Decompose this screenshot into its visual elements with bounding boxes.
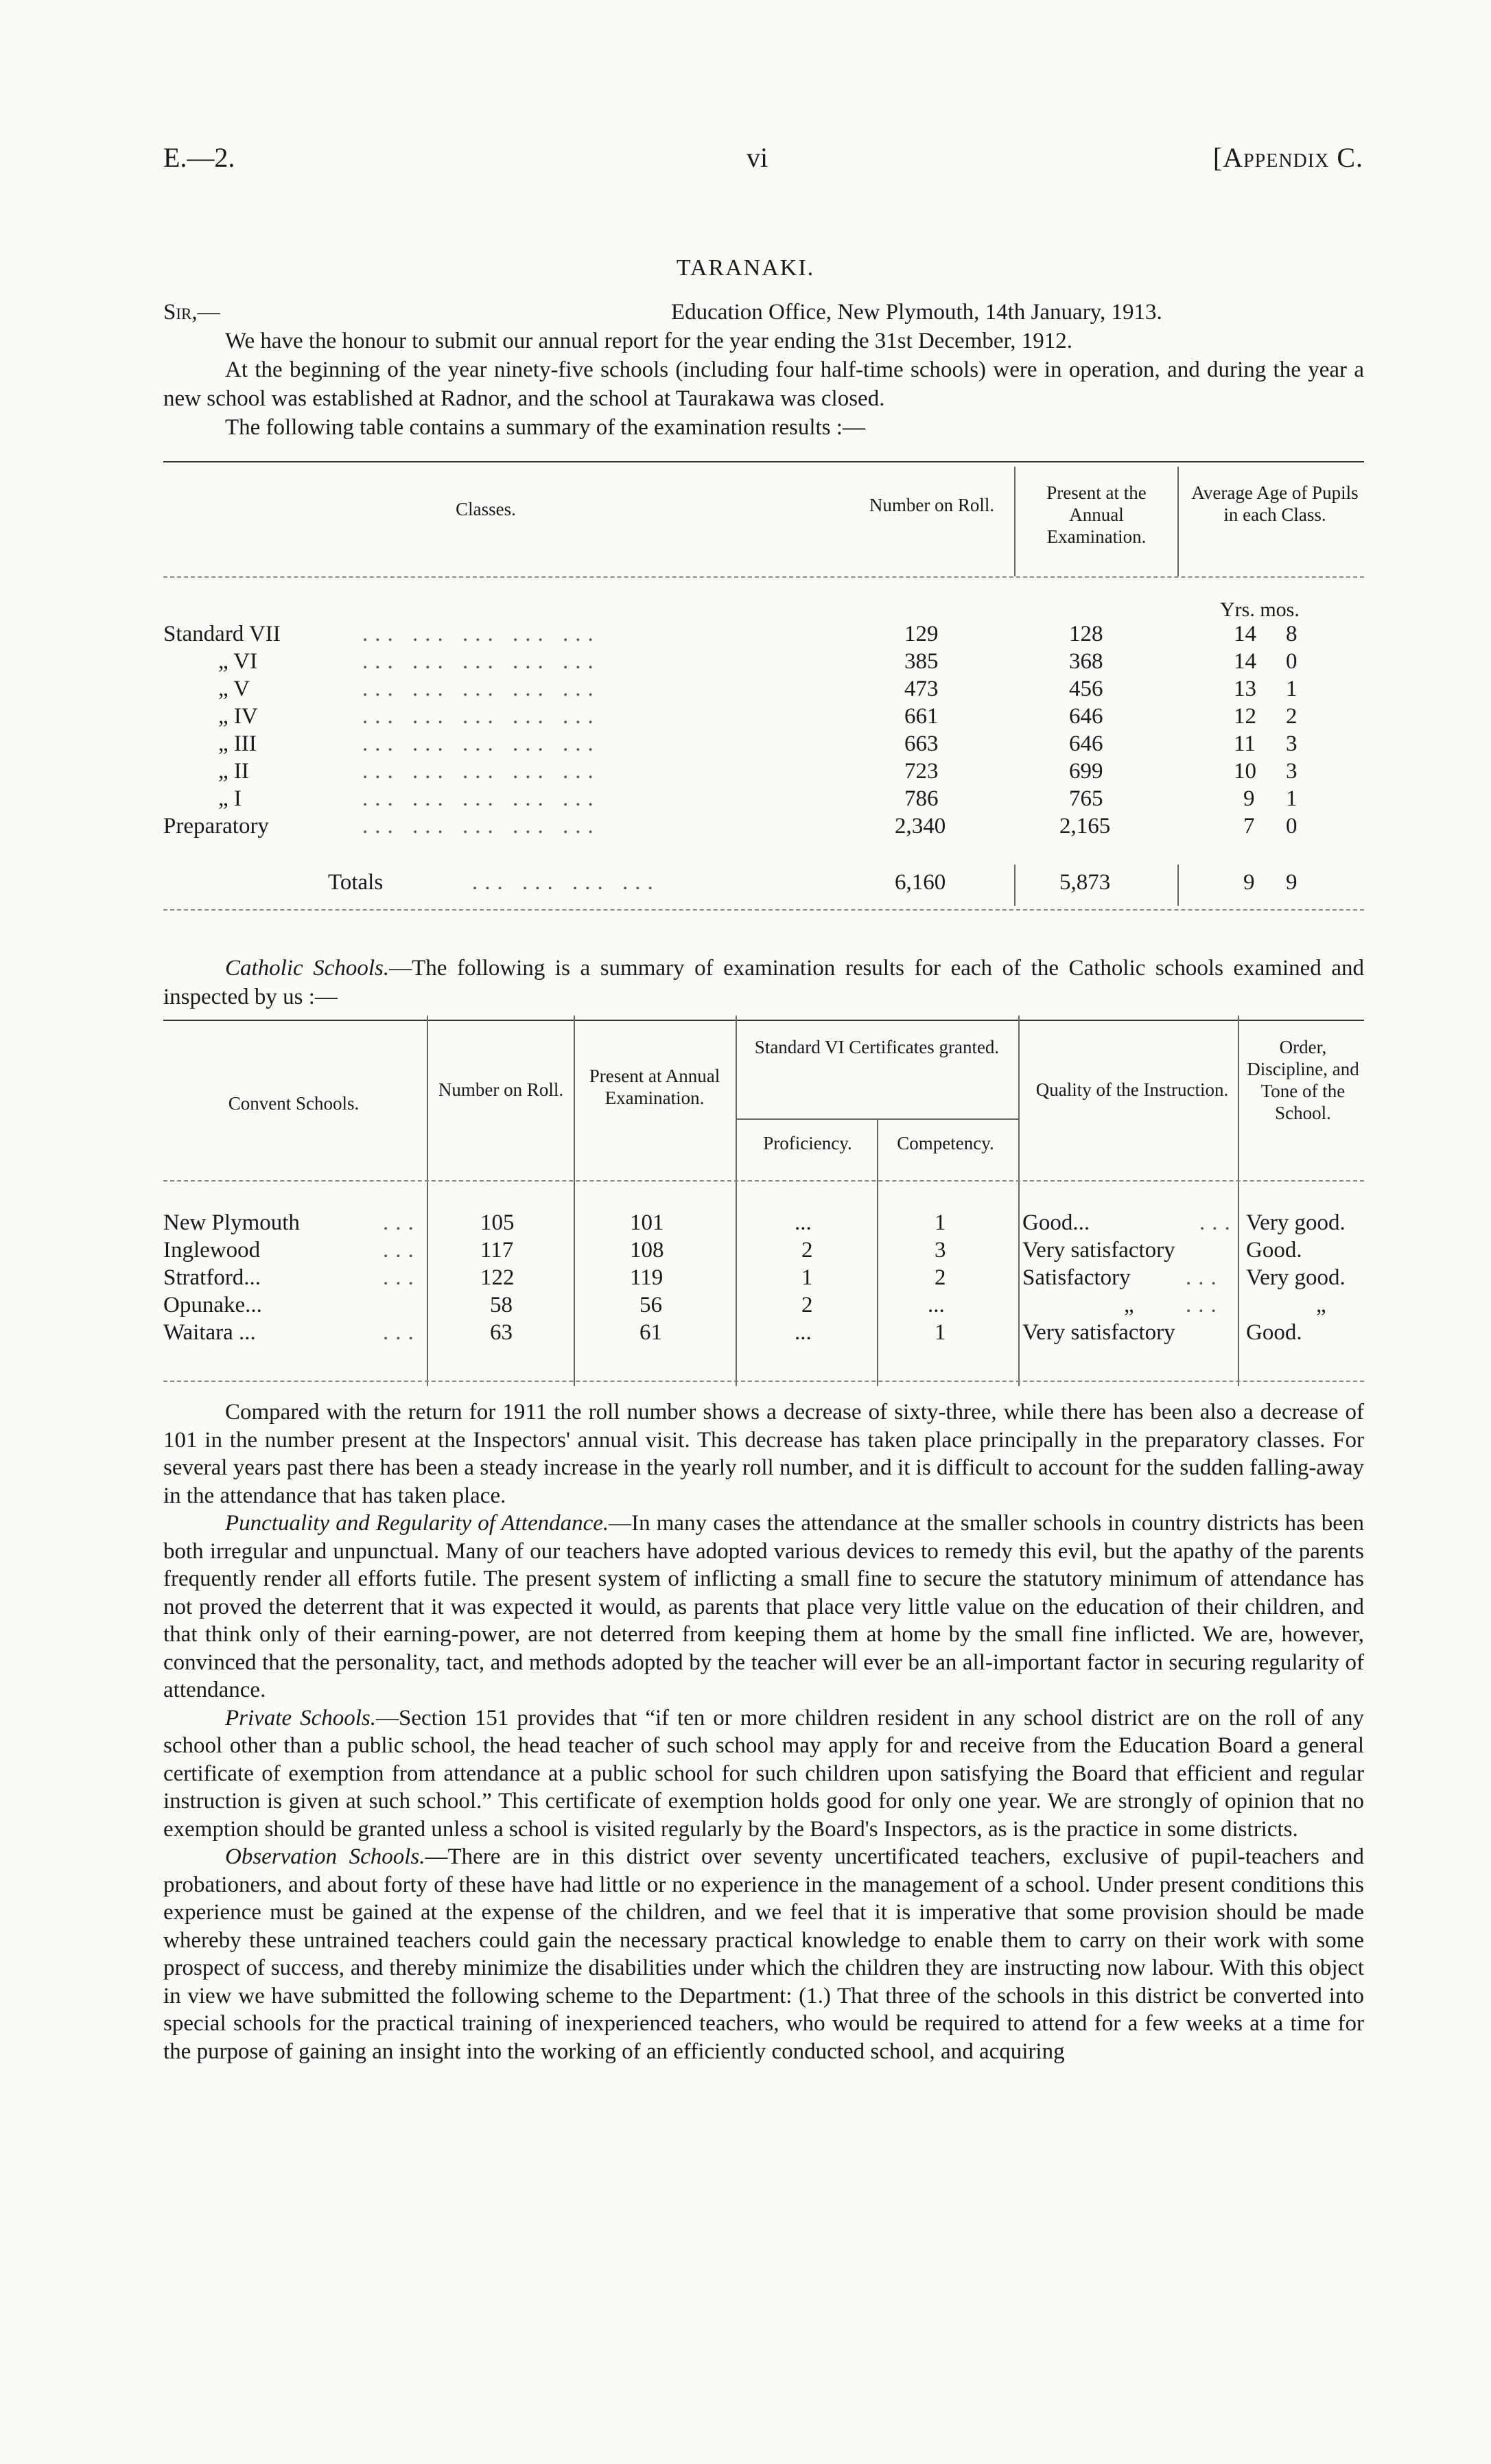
table1-top-rule: [163, 461, 1364, 462]
age-yrs: 13: [1234, 677, 1256, 701]
quality-value: Very satisfactory: [1022, 1238, 1175, 1263]
table-row: „ VI ... ... ... ... ... 385 368 14 0: [218, 649, 1298, 674]
salutation-line: [163, 298, 1364, 327]
present-value: 368: [1069, 649, 1103, 674]
school-name: Opunake...: [163, 1293, 262, 1317]
class-label: „ II: [218, 759, 249, 784]
age-mos: 3: [1286, 759, 1298, 784]
present-value: 101: [630, 1210, 664, 1235]
report-body: [163, 1398, 1364, 2065]
totals-present: 5,873: [1059, 870, 1111, 895]
table-row: Preparatory ... ... ... ... ... 2,340 2,165 7 0: [163, 814, 1298, 838]
table1-bottom-rule: [163, 909, 1364, 911]
roll-value: 473: [904, 677, 939, 701]
age-units: Yrs. mos.: [1220, 598, 1300, 621]
proficiency-value: ...: [795, 1210, 812, 1235]
appendix-label: [Appendix C.: [1212, 142, 1363, 173]
catholic-intro: [163, 954, 1364, 1011]
body-paragraph-3: [163, 1704, 1364, 1844]
order-value: „: [1316, 1293, 1326, 1317]
table-row: Inglewood ... 117 108 2 3 Very satisfactory Good.: [163, 1238, 1302, 1263]
proficiency-value: 2: [801, 1238, 813, 1263]
letter-intro: [163, 298, 1364, 442]
table2-bottom-rule: [163, 1381, 1364, 1382]
age-mos: 3: [1286, 731, 1298, 756]
age-yrs: 12: [1234, 704, 1256, 729]
roll-value: 2,340: [895, 814, 946, 838]
competency-value: ...: [928, 1293, 945, 1317]
table-row: „ IV ... ... ... ... ... 661 646 12 2: [218, 704, 1298, 729]
header-proficiency: Proficiency.: [763, 1133, 852, 1153]
observation-schools-heading: Observation Schools.: [225, 1844, 425, 1869]
page-title: TARANAKI.: [676, 255, 815, 281]
header-present: Present at Annual Examination.: [589, 1066, 720, 1108]
roll-value: 661: [904, 704, 939, 729]
private-schools-text: —Section 151 provides that “if ten or more children resident in any school district are on the roll of any school other than a public school, the head teacher of such school may apply for and receive from the Education Board a general certificate of exemption from attendance at a public school for such children upon satisfying the Board that efficient and regular instruction is given at such school.” This certificate of exemption holds good for only one year. We are strongly of opinion that no exemption should be granted unless a school is visited regularly by the Board's Inspectors, as is the practice in some districts.: [163, 1705, 1364, 1842]
school-name: Waitara ...: [163, 1320, 256, 1345]
present-value: 646: [1069, 704, 1103, 729]
present-value: 2,165: [1059, 814, 1111, 838]
present-value: 456: [1069, 677, 1103, 701]
table1-header-rule: [163, 576, 1364, 578]
school-name: Stratford...: [163, 1265, 261, 1290]
age-mos: 0: [1286, 649, 1298, 674]
punctuality-heading: Punctuality and Regularity of Attendance.: [225, 1511, 609, 1536]
table-row: „ III ... ... ... ... ... 663 646 11 3: [218, 731, 1298, 756]
intro-paragraph-1: We have the honour to submit our annual report for the year ending the 31st December, 1912.: [225, 329, 1072, 353]
observation-schools-text: —There are in this district over seventy uncertificated teachers, exclusive of pupil-teachers and probationers, and about forty of these have had little or no experience in the management of a school. Under present conditions this experience must be gained at the expense of the children, and we feel that it is imperative that some provision should be made whereby these untrained teachers could gain the necessary practical knowledge to enable them to carry on their work with some prospect of success, and thereby minimize the disabilities under which the children they are instructing now labour. With this object in view we have submitted the following scheme to the Department: (1.) That three of the schools in this district be converted into special schools for the practical training of inexperienced teachers, who would be required to attend for a few weeks at a time for the purpose of gaining an insight into the working of an efficiently conducted school, and acquiring: [163, 1844, 1364, 2064]
intro-paragraph-3: The following table contains a summary of the examination results :—: [225, 415, 865, 440]
roll-value: 117: [480, 1238, 514, 1263]
header-classes: Classes.: [456, 499, 516, 519]
present-value: 646: [1069, 731, 1103, 756]
roll-value: 122: [480, 1265, 515, 1290]
totals-mos: 9: [1286, 870, 1298, 895]
quality-value: Satisfactory: [1022, 1265, 1131, 1290]
competency-value: 2: [935, 1265, 946, 1290]
proficiency-value: 2: [801, 1293, 813, 1317]
punctuality-text: —In many cases the attendance at the smaller schools in country districts has been both irregular and unpunctual. Many of our teachers have adopted various devices to remedy this evil, but the apathy of the parents frequently render all efforts futile. The present system of inflicting a small fine to secure the statutory minimum of attendance has not proved the deterrent that it was expected it would, as parents that place very little value on the education of their children, and that think only of their earning-power, are not deterred from keeping them at home by the small fine inflicted. We are, however, convinced that the personality, tact, and methods adopted by the teacher will ever be an all-important factor in securing regularity of attendance.: [163, 1511, 1364, 1702]
roll-value: 63: [490, 1320, 513, 1345]
school-name: Inglewood: [163, 1238, 261, 1263]
table-row: New Plymouth ... 105 101 ... 1 Good... ... Very good.: [163, 1210, 1346, 1235]
page-ref: E.—2.: [163, 142, 235, 173]
dateline: Education Office, New Plymouth, 14th January, 1913.: [671, 300, 1162, 325]
age-mos: 0: [1286, 814, 1298, 838]
school-name: New Plymouth: [163, 1210, 300, 1235]
totals-row: Totals ... ... ... ... 6,160 5,873 9 9: [328, 870, 1298, 895]
header-convent: Convent Schools.: [228, 1093, 360, 1114]
roll-value: 129: [904, 622, 939, 646]
table-row: Waitara ... ... 63 61 ... 1 Very satisfactory Good.: [163, 1320, 1302, 1345]
header-roll: Number on Roll.: [869, 495, 995, 515]
present-value: 119: [630, 1265, 664, 1290]
class-label: „ I: [218, 786, 242, 811]
present-value: 699: [1069, 759, 1103, 784]
present-value: 56: [639, 1293, 662, 1317]
competency-value: 1: [935, 1320, 946, 1345]
table-row: Stratford... ... 122 119 1 2 Satisfactory ... Very good.: [163, 1265, 1346, 1290]
header-roll: Number on Roll.: [438, 1079, 564, 1100]
header-present: Present at the Annual Examination.: [1046, 482, 1147, 547]
present-value: 61: [639, 1320, 662, 1345]
roll-value: 385: [904, 649, 939, 674]
roll-value: 786: [904, 786, 939, 811]
age-mos: 1: [1286, 786, 1298, 811]
table-row: Opunake... 58 56 2 ... „ ... „: [163, 1293, 1326, 1317]
order-value: Very good.: [1246, 1265, 1346, 1290]
table2-header-rule: [163, 1180, 1364, 1182]
age-mos: 8: [1286, 622, 1298, 646]
quality-value: Very satisfactory: [1022, 1320, 1175, 1345]
age-yrs: 7: [1243, 814, 1255, 838]
class-label: Preparatory: [163, 814, 269, 838]
roll-value: 105: [480, 1210, 515, 1235]
private-schools-heading: Private Schools.: [225, 1705, 376, 1730]
class-label: „ VI: [218, 649, 258, 674]
age-yrs: 9: [1243, 786, 1255, 811]
class-label: „ III: [218, 731, 257, 756]
table-row: „ I ... ... ... ... ... 786 765 9 1: [218, 786, 1298, 811]
body-paragraph-1: Compared with the return for 1911 the roll number shows a decrease of sixty-three, while there has been also a decrease of 101 in the number present at the Inspectors' annual visit. This decrease has taken place principally in the preparatory classes. For several years past there has been a steady increase in the yearly roll number, and it is difficult to account for the sudden falling-away in the attendance that has taken place.: [163, 1400, 1364, 1508]
class-label: Standard VII: [163, 622, 281, 646]
order-value: Very good.: [1246, 1210, 1346, 1235]
age-yrs: 10: [1234, 759, 1256, 784]
table-row: Standard VII ... ... ... ... ... 129 128 14 8: [163, 622, 1298, 646]
competency-value: 3: [935, 1238, 946, 1263]
quality-value: „: [1124, 1293, 1134, 1317]
roll-value: 58: [490, 1293, 513, 1317]
age-yrs: 14: [1234, 649, 1256, 674]
table-row: „ II ... ... ... ... ... 723 699 10 3: [218, 759, 1298, 784]
present-value: 108: [630, 1238, 664, 1263]
catholic-heading: Catholic Schools.: [225, 956, 390, 981]
class-label: „ V: [218, 677, 250, 701]
competency-value: 1: [935, 1210, 946, 1235]
proficiency-value: ...: [795, 1320, 812, 1345]
body-paragraph-2: [163, 1510, 1364, 1704]
intro-paragraph-2: At the beginning of the year ninety-five schools (including four half-time schools) were in operation, and during the year a new school was established at Radnor, and the school at Taurakawa was closed.: [163, 357, 1364, 411]
header-age: Average Age of Pupils in each Class.: [1191, 482, 1359, 525]
roll-value: 723: [904, 759, 939, 784]
table-row: „ V ... ... ... ... ... 473 456 13 1: [218, 677, 1298, 701]
page-number: vi: [747, 142, 768, 173]
header-competency: Competency.: [897, 1133, 994, 1153]
age-mos: 1: [1286, 677, 1298, 701]
totals-yrs: 9: [1243, 870, 1255, 895]
present-value: 128: [1069, 622, 1103, 646]
header-quality: Quality of the Instruction.: [1035, 1079, 1229, 1100]
catholic-text: —The following is a summary of examination results for each of the Catholic schools examined and inspected by us :—: [163, 956, 1364, 1009]
age-yrs: 14: [1234, 622, 1256, 646]
table2-top-rule: [163, 1020, 1364, 1021]
present-value: 765: [1069, 786, 1103, 811]
body-paragraph-4: [163, 1843, 1364, 2065]
quality-value: Good...: [1022, 1210, 1090, 1235]
salutation: Sir,—: [163, 300, 220, 325]
age-yrs: 11: [1234, 731, 1256, 756]
header-certs: Standard VI Certificates granted.: [754, 1037, 1000, 1057]
totals-roll: 6,160: [895, 870, 946, 895]
roll-value: 663: [904, 731, 939, 756]
age-mos: 2: [1286, 704, 1298, 729]
order-value: Good.: [1246, 1320, 1302, 1345]
class-label: „ IV: [218, 704, 258, 729]
totals-label: Totals: [328, 870, 384, 895]
proficiency-value: 1: [801, 1265, 813, 1290]
header-order: Order, Discipline, and Tone of the School.: [1247, 1037, 1359, 1123]
order-value: Good.: [1246, 1238, 1302, 1263]
